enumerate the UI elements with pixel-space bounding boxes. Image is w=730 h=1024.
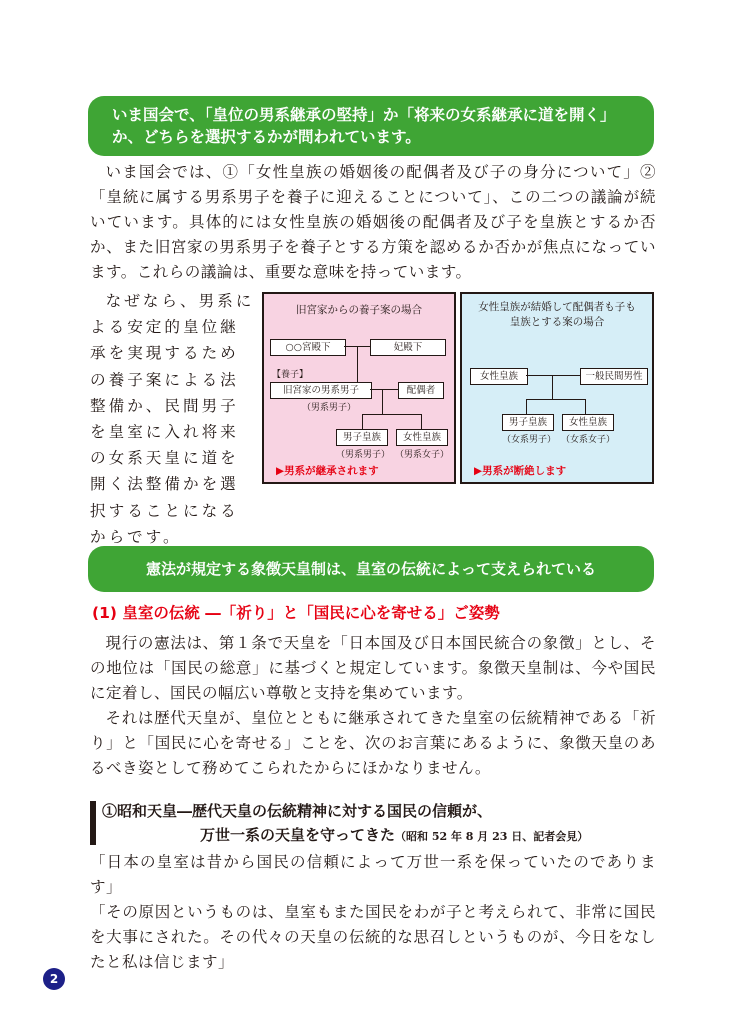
adoption-plan-panel bbox=[262, 292, 456, 484]
quote-heading-line1: ①昭和天皇―歴代天皇の伝統精神に対する国民の信頼が、 bbox=[102, 802, 493, 820]
miyadenka-box: ○○宮殿下 bbox=[270, 339, 346, 356]
parent-drop-line bbox=[357, 346, 358, 382]
female-plan-title-line2: 皇族とする案の場合 bbox=[509, 316, 605, 328]
section1-banner-line1: いま国会で、「皇位の男系継承の堅持」か「将来の女系継承に道を開く」 bbox=[112, 106, 616, 124]
female-plan-title-line1: 女性皇族が結婚して配偶者も子も bbox=[478, 301, 636, 313]
hidenka-box: 妃殿下 bbox=[370, 339, 446, 356]
quote-heading-title: 万世一系の天皇を守ってきた bbox=[200, 826, 396, 844]
child-female-box-right: 女性皇族 bbox=[562, 414, 614, 431]
section2-banner: 憲法が規定する象徴天皇制は、皇室の伝統によって支えられている bbox=[88, 546, 654, 592]
page-number: 2 bbox=[43, 968, 65, 990]
quote-heading-line2 bbox=[200, 825, 588, 847]
child-f-line bbox=[421, 414, 422, 429]
child-male-box-right: 男子皇族 bbox=[502, 414, 554, 431]
male-line-ends: ▶男系が断絶します bbox=[474, 465, 567, 477]
spouse-line bbox=[370, 389, 398, 390]
female-royal-plan-panel bbox=[460, 292, 654, 484]
tradition-paragraph: それは歴代天皇が、皇位とともに継承されてきた皇室の伝統精神である「祈り」と「国民に心を寄せる」ことを、次のお言葉にあるように、象徴天皇のあるべき姿として務めてこられたからにほかなりません。 bbox=[90, 709, 656, 777]
reason-paragraph: なぜなら、男系による安定的皇位継承を実現するための養子案による法整備か、民間男子を皇室に入れ将来の女系天皇に道を開く法整備かを選択することになるからです。 bbox=[90, 292, 255, 546]
succession-diagram bbox=[262, 292, 654, 484]
child-f-line-right bbox=[585, 399, 586, 414]
child-m-line bbox=[362, 414, 363, 429]
descendant-note: （男系男子） bbox=[302, 403, 357, 413]
quote-source: （昭和 52 年 8 月 23 日、記者会見） bbox=[395, 830, 589, 843]
quote-heading-bar bbox=[90, 801, 96, 845]
child-male-note-right: （女系男子） bbox=[502, 435, 557, 445]
child-drop-line-right bbox=[552, 375, 553, 399]
child-female-note-right: （女系女子） bbox=[561, 435, 616, 445]
marriage-line-right bbox=[526, 375, 580, 376]
commoner-box: 一般民間男性 bbox=[580, 368, 648, 385]
quote-1: 「日本の皇室は昔から国民の信頼によって万世一系を保っていたのであります」 bbox=[90, 853, 656, 896]
princess-box: 女性皇族 bbox=[470, 368, 528, 385]
child-female-box: 女性皇族 bbox=[396, 429, 448, 446]
quote-2: 「その原因というものは、皇室もまた国民をわが子と考えられて、非常に国民を大事にされた。その代々の天皇の伝統的な思召しというものが、今日をなしたと私は信じます」 bbox=[90, 903, 656, 971]
intro-paragraph: いま国会では、①「女性皇族の婚姻後の配偶者及び子の身分について」②「皇統に属する男系男子を養子に迎えることについて」、この二つの議論が続いています。具体的には女性皇族の婚姻後の配偶者及び子を皇族とするか否か、また旧宮家の男系男子を養子とする方策を認めるか否かが焦点になっています。これらの議論は、重要な意味を持っています。 bbox=[90, 163, 656, 281]
children-bar-right bbox=[526, 399, 586, 400]
children-bar bbox=[362, 414, 422, 415]
yoshi-label: 【養子】 bbox=[272, 370, 309, 380]
section1-banner-line2: か、どちらを選択するかが問われています。 bbox=[112, 128, 421, 146]
quote-block bbox=[90, 850, 656, 975]
section1-banner bbox=[88, 96, 654, 156]
spouse-box: 配偶者 bbox=[398, 382, 444, 399]
child-drop-line bbox=[382, 389, 383, 414]
child-female-note: （男系女子） bbox=[395, 450, 450, 460]
subheading: (1) 皇室の伝統 ―「祈り」と「国民に心を寄せる」ご姿勢 bbox=[92, 604, 500, 622]
child-male-box: 男子皇族 bbox=[336, 429, 388, 446]
child-m-line-right bbox=[526, 399, 527, 414]
adoption-plan-title: 旧宮家からの養子案の場合 bbox=[296, 304, 422, 316]
descendant-box: 旧宮家の男系男子 bbox=[270, 382, 372, 399]
constitution-paragraph: 現行の憲法は、第１条で天皇を「日本国及び日本国民統合の象徴」とし、その地位は「国民の総意」に基づくと規定しています。象徴天皇制は、今や国民に定着し、国民の幅広い尊敬と支持を集めています。 bbox=[90, 634, 656, 702]
male-line-continues: ▶男系が継承されます bbox=[276, 465, 379, 477]
child-male-note: （男系男子） bbox=[336, 450, 391, 460]
